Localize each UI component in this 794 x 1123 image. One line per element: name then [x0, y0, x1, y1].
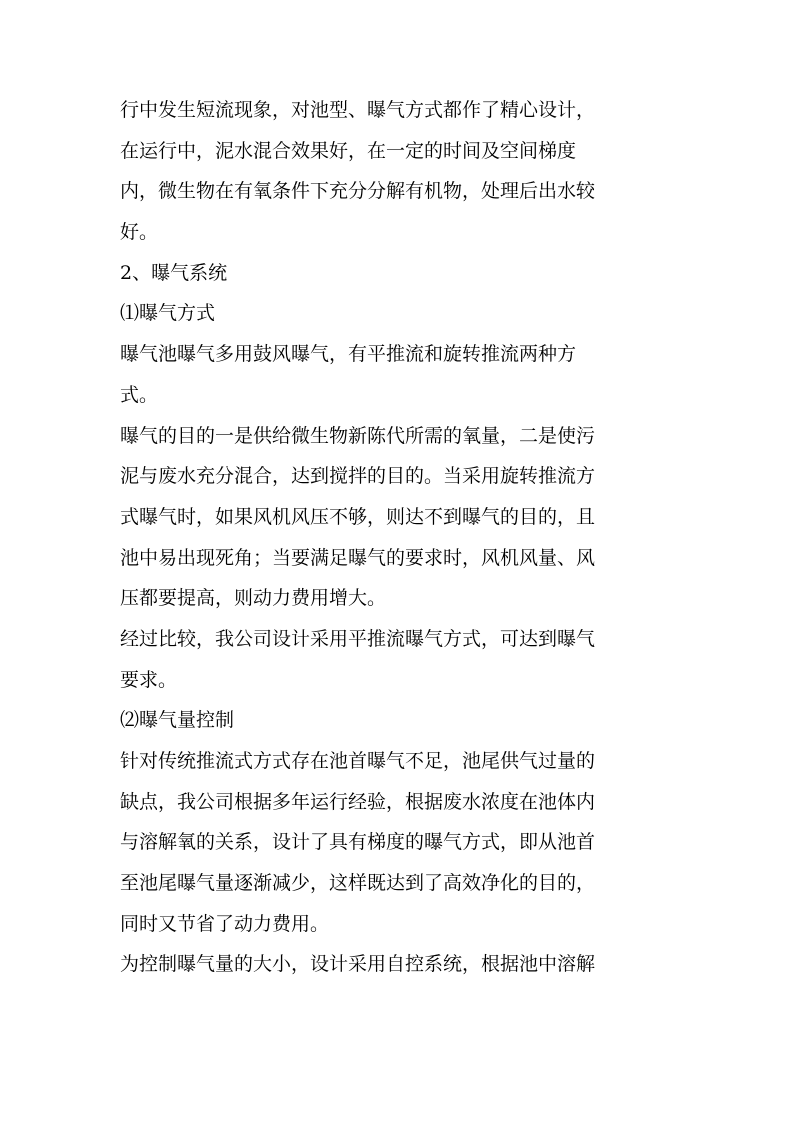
- text-line: 同时又节省了动力费用。: [120, 912, 330, 935]
- subsection-heading: ⑴曝气方式: [120, 302, 216, 325]
- text-line: 与溶解氧的关系，设计了具有梯度的曝气方式，即从池首: [120, 831, 596, 854]
- text-line: 好。: [120, 221, 159, 244]
- text-line: 经过比较，我公司设计采用平推流曝气方式，可达到曝气: [120, 627, 596, 650]
- text-line: 为控制曝气量的大小，设计采用自控系统，根据池中溶解: [120, 953, 596, 976]
- text-line: 要求。: [120, 668, 178, 691]
- text-line: 池中易出现死角；当要满足曝气的要求时，风机风量、风: [120, 546, 596, 569]
- text-line: 行中发生短流现象，对池型、曝气方式都作了精心设计，: [120, 99, 596, 121]
- document-body: [120, 90, 660, 985]
- text-line: 泥与废水充分混合，达到搅拌的目的。当采用旋转推流方: [120, 465, 596, 488]
- text-line: 针对传统推流式方式存在池首曝气不足，池尾供气过量的: [120, 750, 596, 772]
- text-line: 式曝气时，如果风机风压不够，则达不到曝气的目的，且: [120, 505, 596, 528]
- text-line: 压都要提高，则动力费用增大。: [120, 587, 387, 610]
- text-line: 缺点，我公司根据多年运行经验，根据废水浓度在池体内: [120, 790, 596, 813]
- text-line: 至池尾曝气量逐渐减少，这样既达到了高效净化的目的，: [120, 872, 596, 895]
- section-heading: 2、曝气系统: [120, 261, 228, 284]
- text-line: 在运行中，泥水混合效果好，在一定的时间及空间梯度: [120, 139, 577, 162]
- text-line: 式。: [120, 383, 159, 406]
- text-line: 曝气的目的一是供给微生物新陈代所需的氧量，二是使污: [120, 424, 596, 447]
- text-line: 曝气池曝气多用鼓风曝气，有平推流和旋转推流两种方: [120, 343, 577, 366]
- text-line: 内，微生物在有氧条件下充分分解有机物，处理后出水较: [120, 180, 596, 203]
- subsection-heading: ⑵曝气量控制: [120, 709, 235, 732]
